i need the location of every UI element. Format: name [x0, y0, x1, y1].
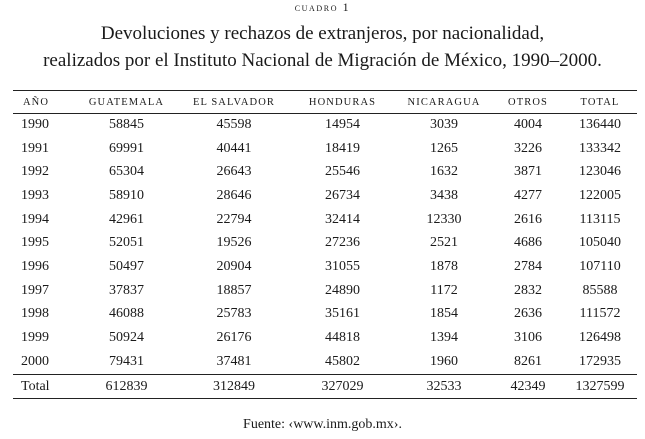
table-cell: 133342	[579, 140, 621, 156]
column-header: EL SALVADOR	[192, 97, 276, 108]
source-note	[0, 416, 645, 434]
row-label-cell: 1993	[21, 187, 49, 203]
table-cell: 18419	[325, 140, 360, 156]
data-table	[13, 92, 637, 398]
row-label-cell: 1991	[21, 140, 49, 156]
table-cell: 32414	[325, 211, 360, 227]
table-total-row	[13, 374, 637, 398]
table-cell: 35161	[325, 306, 360, 322]
table-cell: 26734	[325, 187, 360, 203]
table-cell: 123046	[579, 164, 621, 180]
table-row	[13, 303, 637, 327]
table-cell: 37837	[109, 282, 144, 298]
table-cell: 3039	[430, 116, 458, 132]
table-row	[13, 160, 637, 184]
table-cell: 27236	[325, 235, 360, 251]
row-label-cell: 1992	[21, 164, 49, 180]
table-row	[13, 113, 637, 137]
table-row	[13, 184, 637, 208]
row-label-cell: 1997	[21, 282, 49, 298]
table-cell: 312849	[213, 378, 255, 394]
table-title-line-1: Devoluciones y rechazos de extranjeros, por nacionalidad,	[100, 23, 545, 44]
table-cell: 111572	[579, 306, 621, 322]
table-cell: 31055	[325, 258, 360, 274]
table-cell: 105040	[579, 235, 621, 251]
row-label-cell: 1990	[21, 116, 49, 132]
table-cell: 26643	[216, 164, 252, 180]
table-cell: 18857	[216, 282, 252, 298]
table-cell: 327029	[321, 378, 364, 394]
table-cell: 1854	[430, 306, 458, 322]
table-cell: 14954	[325, 116, 360, 132]
table-cell: 42349	[510, 378, 546, 394]
table-top-rule	[13, 90, 637, 91]
table-cell: 1327599	[575, 378, 625, 394]
table-row	[13, 326, 637, 350]
table-cell: 3106	[514, 330, 542, 346]
table-cell: 42961	[109, 211, 144, 227]
column-header: TOTAL	[580, 97, 620, 108]
source-suffix: .	[398, 417, 402, 432]
table-cell: 44818	[325, 330, 360, 346]
table-cell: 2521	[430, 235, 458, 251]
column-header: HONDURAS	[308, 97, 377, 108]
table-cell: 4686	[514, 235, 542, 251]
table-cell: 58910	[109, 187, 144, 203]
column-header: NICARAGUA	[407, 97, 481, 108]
table-cell: 20904	[216, 258, 252, 274]
table-cell: 1878	[430, 258, 458, 274]
table-cell: 40441	[216, 140, 252, 156]
column-header: GUATEMALA	[88, 97, 165, 108]
table-row	[13, 350, 637, 374]
table-cell: 2636	[514, 306, 542, 322]
table-cell: 2832	[514, 282, 542, 298]
table-cell: 1265	[430, 140, 458, 156]
table-cell: 69991	[109, 140, 144, 156]
table-cell: 2784	[514, 258, 542, 274]
table-cell: 37481	[216, 353, 252, 369]
table-cell: 122005	[579, 187, 621, 203]
table-row	[13, 231, 637, 255]
row-label-cell: 1996	[21, 258, 49, 274]
table-cell: 45802	[325, 353, 360, 369]
table-cell: 8261	[514, 353, 542, 369]
row-label-cell: 1995	[21, 235, 49, 251]
row-label-cell: Total	[21, 378, 50, 394]
table-cell: 1960	[430, 353, 458, 369]
column-header: OTROS	[508, 97, 548, 108]
table-cell: 3226	[514, 140, 542, 156]
table-cell: 50924	[109, 330, 144, 346]
table-cell: 107110	[579, 258, 621, 274]
table-cell: 1172	[430, 282, 458, 298]
table-cell: 79431	[109, 353, 144, 369]
table-cell: 2616	[514, 211, 542, 227]
table-cell: 612839	[105, 378, 148, 394]
table-cell: 1394	[430, 330, 458, 346]
table-cell: 50497	[109, 258, 144, 274]
table-row	[13, 279, 637, 303]
row-label-cell: 1999	[21, 330, 49, 346]
table-cell: 25783	[216, 306, 252, 322]
table-cell: 25546	[325, 164, 360, 180]
table-cell: 4004	[514, 116, 542, 132]
table-cell: 24890	[325, 282, 360, 298]
table-cell: 126498	[579, 330, 621, 346]
table-row	[13, 255, 637, 279]
table-cell: 172935	[579, 353, 621, 369]
table-row	[13, 208, 637, 232]
table-cell: 65304	[109, 164, 144, 180]
table-row	[13, 137, 637, 161]
row-label-cell: 1998	[21, 306, 49, 322]
table-title	[0, 20, 645, 74]
table-cell: 45598	[216, 116, 252, 132]
table-title-line-2: realizados por el Instituto Nacional de Migración de México, 1990–2000.	[43, 50, 602, 71]
table-bottom-rule	[13, 398, 637, 399]
table-cell: 26176	[216, 330, 252, 346]
table-header-row	[13, 92, 637, 113]
table-cell: 4277	[514, 187, 542, 203]
table-cell: 28646	[216, 187, 252, 203]
table-cell: 113115	[579, 211, 621, 227]
table-cell: 32533	[426, 378, 462, 394]
source-prefix: Fuente:	[243, 417, 289, 432]
table-cell: 85588	[582, 282, 618, 298]
table-body	[13, 113, 637, 398]
table-cell: 3438	[430, 187, 458, 203]
table-cell: 3871	[514, 164, 542, 180]
table-cell: 12330	[426, 211, 462, 227]
row-label-cell: 1994	[21, 211, 49, 227]
table-cell: 52051	[109, 235, 144, 251]
table-cell: 1632	[430, 164, 458, 180]
table-cell: 46088	[109, 306, 144, 322]
column-header: AÑO	[23, 97, 50, 108]
table-cell: 58845	[109, 116, 144, 132]
table-label: cuadro 1	[294, 0, 351, 14]
table-cell: 19526	[216, 235, 252, 251]
table-cell: 22794	[216, 211, 252, 227]
table-cell: 136440	[579, 116, 621, 132]
source-link[interactable]: ‹www.inm.gob.mx›	[288, 417, 399, 432]
row-label-cell: 2000	[21, 353, 49, 369]
